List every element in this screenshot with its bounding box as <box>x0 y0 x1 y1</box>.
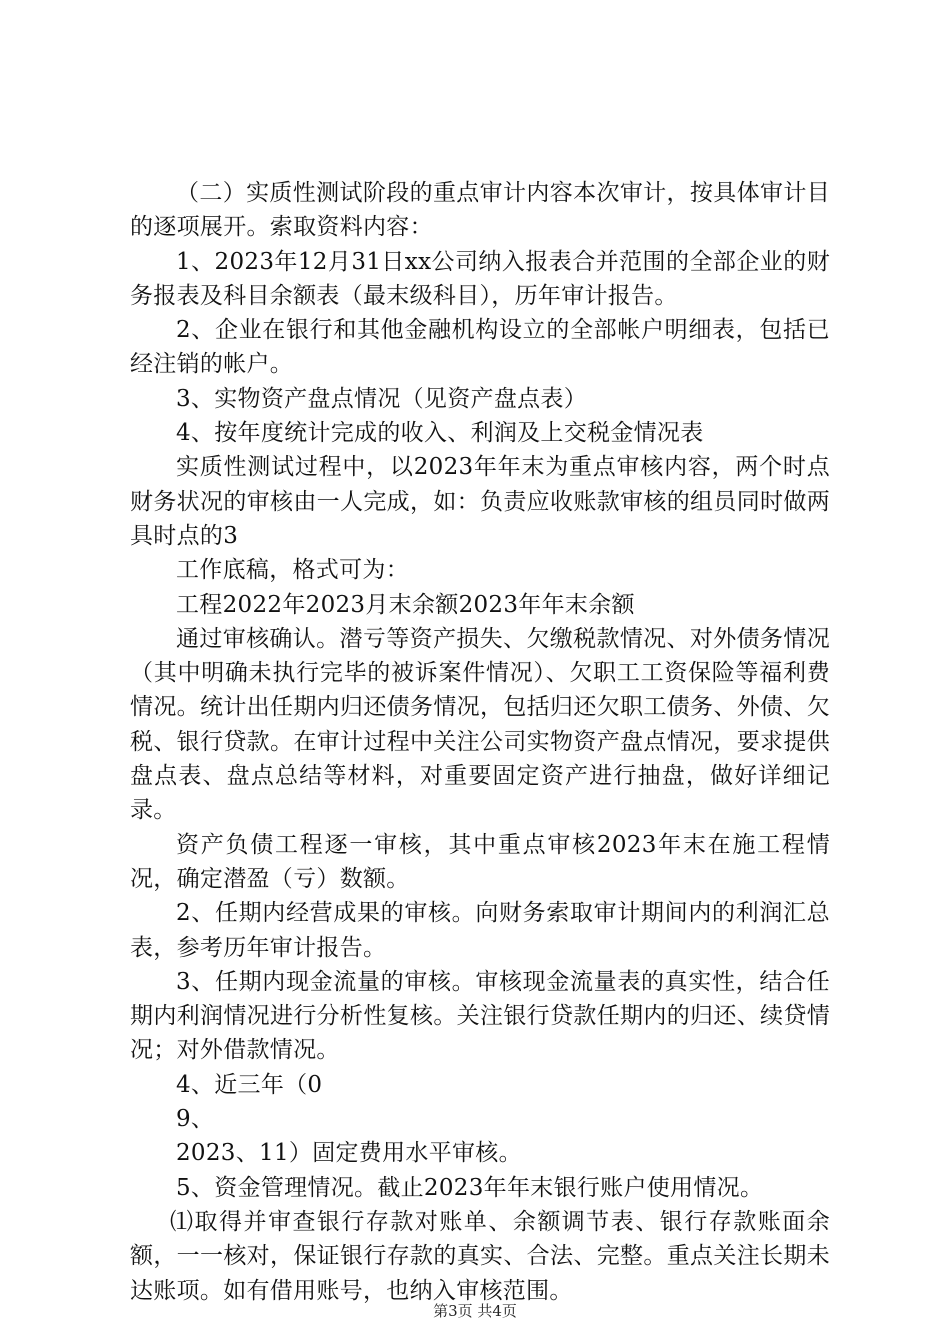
paragraph: ⑴取得并审查银行存款对账单、余额调节表、银行存款账面余额，一一核对，保证银行存款的真实、合法、完整。重点关注长期未达账项。如有借用账号，也纳入审核范围。 <box>130 1208 830 1304</box>
paragraph: 2、企业在银行和其他金融机构设立的全部帐户明细表，包括已经注销的帐户。 <box>130 317 830 378</box>
paragraph: 1、2023年12月31日xx公司纳入报表合并范围的全部企业的财务报表及科目余额表（最末级科目），历年审计报告。 <box>130 248 830 309</box>
paragraph: 实质性测试过程中，以2023年年末为重点审核内容，两个时点财务状况的审核由一人完成，如：负责应收账款审核的组员同时做两具时点的3 <box>130 454 830 549</box>
paragraph: 资产负债工程逐一审核，其中重点审核2023年末在施工程情况，确定潜盈（亏）数额。 <box>130 831 830 892</box>
paragraph: 工作底稿，格式可为： <box>176 557 409 584</box>
page-footer: 第3页 共4页 <box>433 1302 517 1320</box>
paragraph: 4、按年度统计完成的收入、利润及上交税金情况表 <box>176 420 704 447</box>
paragraph: （二）实质性测试阶段的重点审计内容本次审计，按具体审计目的逐项展开。索取资料内容： <box>130 180 830 241</box>
paragraph: 3、任期内现金流量的审核。审核现金流量表的真实性，结合任期内利润情况进行分析性复核。关注银行贷款任期内的归还、续贷情况；对外借款情况。 <box>130 968 830 1064</box>
paragraph: 工程2022年2023月末余额2023年年末余额 <box>176 591 635 618</box>
paragraph: 通过审核确认。潜亏等资产损失、欠缴税款情况、对外债务情况（其中明确未执行完毕的被诉案件情况）、欠职工工资保险等福利费情况。统计出任期内归还债务情况，包括归还欠职工债务、外债、欠税、银行贷款。在审计过程中关注公司实物资产盘点情况，要求提供盘点表、盘点总结等材料，对重要固定资产进行抽盘，做好详细记录。 <box>130 625 830 824</box>
paragraph: 5、资金管理情况。截止2023年年末银行账户使用情况。 <box>176 1174 764 1201</box>
paragraph: 2023、11）固定费用水平审核。 <box>176 1140 522 1167</box>
paragraph: 3、实物资产盘点情况（见资产盘点表） <box>176 385 588 412</box>
paragraph: 4、近三年（0 <box>176 1071 323 1098</box>
document-body <box>130 176 830 1308</box>
paragraph: 2、任期内经营成果的审核。向财务索取审计期间内的利润汇总表，参考历年审计报告。 <box>130 900 830 961</box>
paragraph: 9、 <box>176 1106 215 1133</box>
